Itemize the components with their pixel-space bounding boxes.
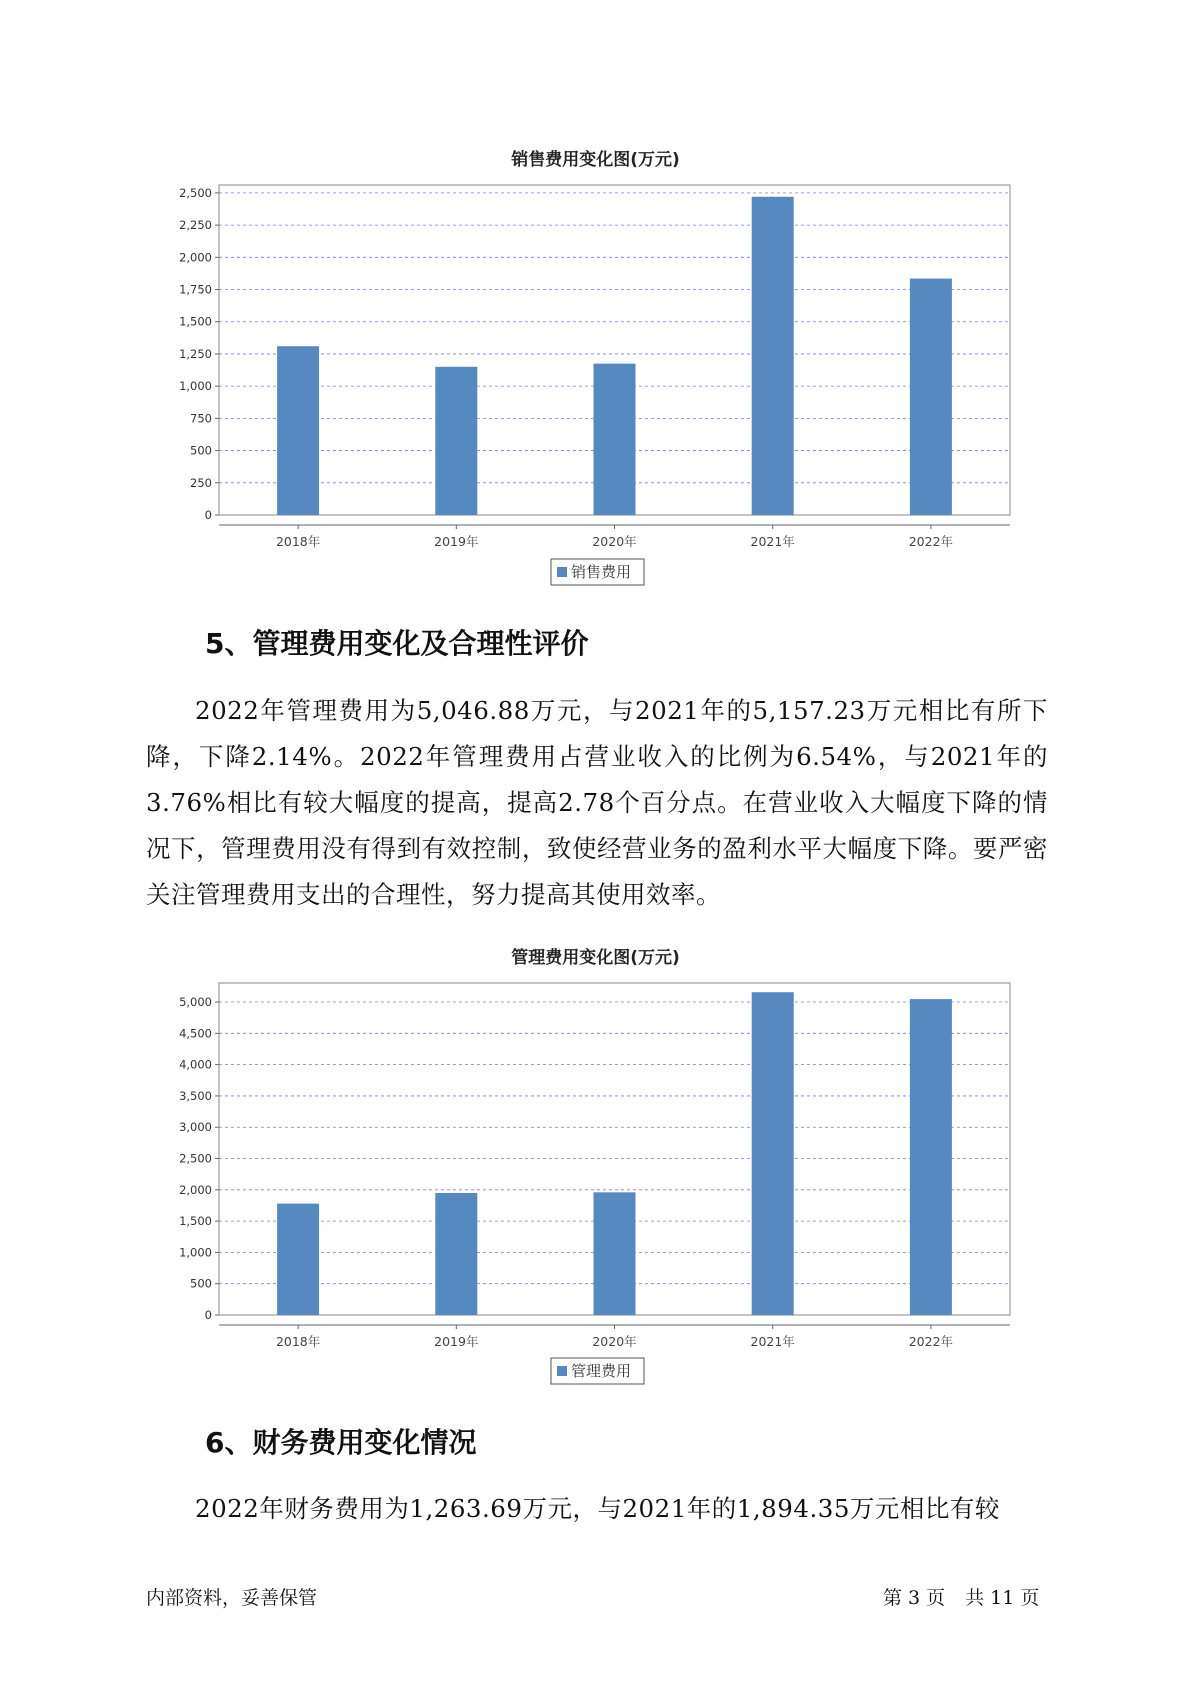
y-tick-label: 5,000 xyxy=(179,995,212,1010)
y-tick-label: 4,000 xyxy=(179,1057,212,1072)
legend-label: 销售费用 xyxy=(571,563,632,581)
y-tick-label: 4,500 xyxy=(179,1026,212,1041)
chart-title: 销售费用变化图(万元) xyxy=(511,150,680,170)
footer-confidential-note: 内部资料，妥善保管 xyxy=(146,1587,318,1609)
total-pages: 11 xyxy=(990,1587,1015,1609)
total-label-unit: 页 xyxy=(1020,1587,1040,1609)
y-tick-label: 1,000 xyxy=(179,1245,212,1260)
y-tick-label: 500 xyxy=(190,443,212,458)
x-tick-label: 2020年 xyxy=(592,534,637,549)
y-tick-label: 2,000 xyxy=(179,1182,212,1197)
y-tick-label: 1,000 xyxy=(179,379,212,394)
x-tick-label: 2018年 xyxy=(275,534,321,549)
bar xyxy=(910,999,952,1315)
y-tick-label: 250 xyxy=(190,475,212,490)
y-tick-label: 2,250 xyxy=(179,218,212,233)
x-tick-label: 2022年 xyxy=(908,534,954,549)
page-label-unit: 页 xyxy=(926,1587,946,1609)
y-tick-label: 0 xyxy=(204,508,212,522)
chart-title: 管理费用变化图(万元) xyxy=(511,948,680,968)
y-tick-label: 500 xyxy=(190,1276,212,1291)
x-tick-label: 2019年 xyxy=(434,534,479,549)
section-5-heading: 5、管理费用变化及合理性评价 xyxy=(205,627,589,660)
bar xyxy=(594,1192,636,1315)
y-tick-label: 1,250 xyxy=(179,346,212,361)
y-tick-label: 0 xyxy=(204,1308,212,1322)
x-tick-label: 2018年 xyxy=(275,1334,321,1349)
bar xyxy=(277,1204,319,1315)
section-6-heading: 6、财务费用变化情况 xyxy=(205,1426,477,1459)
y-tick-label: 750 xyxy=(190,411,212,426)
legend-swatch xyxy=(557,1366,567,1376)
y-tick-label: 3,500 xyxy=(179,1088,212,1103)
bar xyxy=(752,992,794,1315)
y-tick-label: 3,000 xyxy=(179,1120,212,1135)
y-tick-label: 1,500 xyxy=(179,1214,212,1229)
section-6-paragraph: 2022年财务费用为1,263.69万元，与2021年的1,894.35万元相比有较 xyxy=(195,1494,1000,1523)
x-tick-label: 2022年 xyxy=(908,1334,954,1349)
section-5-paragraph: 2022年管理费用为5,046.88万元，与2021年的5,157.23万元相比有所下降，下降2.14%。2022年管理费用占营业收入的比例为6.54%，与2021年的3.76%相比有较大幅度的提高，提高2.78个百分点。在营业收入大幅度下降的情况下，管理费用没有得到有效控制，致使经营业务的盈利水平大幅度下降。要严密关注管理费用支出的合理性，努力提高其使用效率。 xyxy=(146,696,1048,909)
total-label-pre: 共 xyxy=(965,1587,985,1609)
y-tick-label: 2,500 xyxy=(179,185,212,200)
x-tick-label: 2020年 xyxy=(592,1334,637,1349)
footer-page-info xyxy=(883,1583,1045,1610)
y-tick-label: 2,000 xyxy=(179,250,212,265)
bar xyxy=(435,1193,477,1315)
page-label-pre: 第 xyxy=(883,1587,903,1609)
y-tick-label: 2,500 xyxy=(179,1151,212,1166)
y-tick-label: 1,500 xyxy=(179,314,212,329)
x-tick-label: 2021年 xyxy=(750,1334,795,1349)
x-tick-label: 2019年 xyxy=(434,1334,479,1349)
legend-label: 管理费用 xyxy=(571,1362,632,1380)
page-number: 3 xyxy=(908,1587,921,1609)
y-tick-label: 1,750 xyxy=(179,282,212,297)
x-tick-label: 2021年 xyxy=(750,534,795,549)
